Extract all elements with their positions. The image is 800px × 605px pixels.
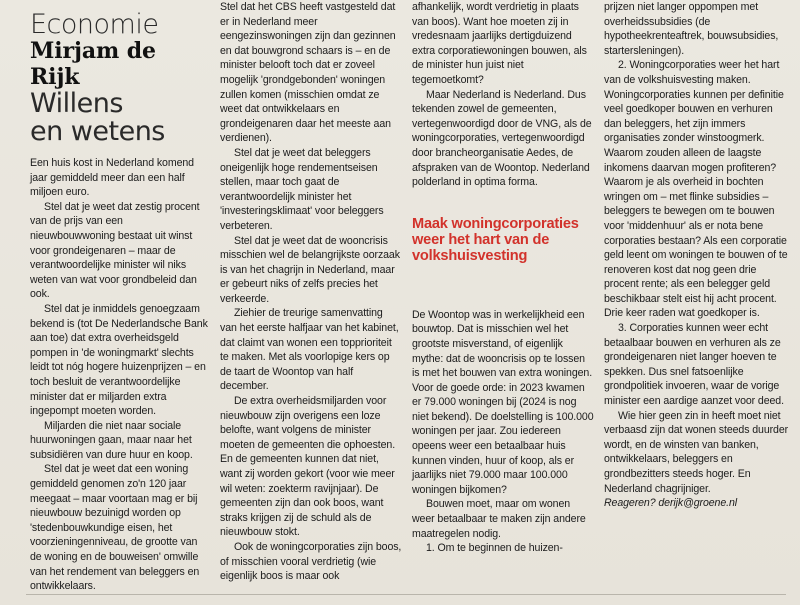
column-1	[30, 0, 210, 593]
paragraph: Stel dat je inmiddels genoegzaam bekend is (tot De Nederlandsche Bank aan toe) dat extra overheidsgeld pompen in 'de woningmarkt' slechts leidt tot nóg hogere huizenprijzen – en toch besluit de verantwoordelijke minister dat er miljarden extra ingepompt moeten worden.	[30, 302, 208, 418]
paragraph: Wie hier geen zin in heeft moet niet verbaasd zijn dat wonen steeds duurder wordt, en de winsten van banken, ontwikkelaars, beleggers en grondbezitters steeds hoger. En Nederland chagrijniger.	[604, 409, 789, 495]
column-4	[604, 0, 790, 575]
paragraph: Maar Nederland is Nederland. Dus tekenden zowel de gemeenten, vertegenwoordigd door de VNG, als de woningcorporaties, vertegenwoordigd door brancheorganisatie Aedes, de afspraken van de Woontop. Nederland polderland in optima forma.	[412, 88, 592, 189]
paragraph: 3. Corporaties kunnen weer echt betaalbaar bouwen en verhuren als ze grondeigenaren niet langer hoeven te spekken. Dus snel fatsoenlijke grondpolitiek invoeren, waar de vorige minister een aardige aanzet voor deed.	[604, 322, 784, 408]
paragraph: Een huis kost in Nederland komend jaar gemiddeld meer dan een half miljoen euro.	[30, 157, 194, 199]
paragraph: Ziehier de treurige samenvatting van het eerste halfjaar van het kabinet, dat claimt van wonen een topprioriteit te maken. Met als voorlopige kers op de taart de Woontop van half december.	[220, 307, 399, 393]
column-2	[220, 0, 402, 583]
paragraph: Stel dat je weet dat de wooncrisis misschien wel de belangrijkste oorzaak is van het chagrijn in Nederland, maar er gebeurt niks of zelfs precies het verkeerde.	[220, 234, 400, 305]
paragraph: Ook de woningcorporaties zijn boos, of misschien vooral verdrietig (wie eigenlijk boos is maar ook	[220, 540, 402, 583]
column-3	[412, 0, 594, 575]
paragraph: De Woontop was in werkelijkheid een bouwtop. Dat is misschien wel het grootste misverstand, of eigenlijk mythe: dat de wooncrisis op te lossen is met het bouwen van extra woningen. Voor de goede orde: in 2023 kwamen er 79.000 woningen bij (2024 is nog niet bekend). De doelstelling is 100.000 woningen per jaar. Zou iedereen opeens weer een betaalbaar huis kunnen vinden, huur of koop, als er jaarlijks niet 79.000 maar 100.000 woningen bijkomen?	[412, 308, 594, 496]
article-title-line-1: Willens	[30, 88, 123, 119]
paragraph: 1. Om te beginnen de huizen-	[426, 542, 563, 555]
section-rubric: Economie	[30, 9, 159, 40]
footer-rule	[26, 594, 786, 595]
paragraph: Stel dat je weet dat een woning gemiddeld genomen zo'n 120 jaar meegaat – maar voortaan mag er bij nieuwbouw bezuinigd worden op 'stedenbouwkundige eisen, het voorzieningenniveau, de grootte van de woning en de bouweisen' omwille van het rendement van beleggers en ontwikkelaars.	[30, 463, 200, 593]
paragraph: De extra overheidsmiljarden voor nieuwbouw zijn overigens een loze belofte, want volgens de minister moeten de gemeenten die ophoesten. En de gemeenten kunnen dat niet, want zij worden gekort (voor wie meer wil weten: zoekterm ravijnjaar). De gemeenten zijn dan ook boos, want straks krijgen zij de schuld als de nieuwbouw stokt.	[220, 395, 396, 539]
paragraph: prijzen niet langer oppompen met overheidssubsidies (de hypotheekrenteaftrek, bouwsubsidies, startersleningen).	[604, 1, 779, 57]
paragraph: Stel dat het CBS heeft vastgesteld dat er in Nederland meer eengezinswoningen zijn dan gezinnen en dat bouwgrond schaars is – en de minister belooft toch dat er zoveel mogelijk 'grondgebonden' woningen zullen komen (misschien omdat ze weet dat ontwikkelaars en grondeigenaren daar het meeste aan verdienen).	[220, 1, 396, 145]
column-header	[30, 9, 210, 147]
paragraph: Miljarden die niet naar sociale huurwoningen gaan, maar naar het subsidiëren van dure huur en koop.	[30, 419, 193, 461]
article-title-line-2: en wetens	[30, 116, 165, 147]
subheading: Maak woningcorporaties weer het hart van de volkshuisvesting	[412, 215, 579, 264]
paragraph: Stel dat je weet dat beleggers oneigenlijk hoge rendementseisen stellen, maar toch gaat de verantwoordelijk minister het 'investeringsklimaat' voor beleggers verbeteren.	[220, 146, 384, 232]
paragraph: Bouwen moet, maar om wonen weer betaalbaar te maken zijn andere maatregelen nodig.	[412, 498, 586, 540]
paragraph: afhankelijk, wordt verdrietig in plaats van boos). Want hoe moeten zij in vredesnaam jaarlijks dertigduizend extra corporatiewoningen bouwen, als de minister hun juist niet tegemoetkomt?	[412, 1, 587, 86]
author-name: Mirjam de Rijk	[30, 38, 156, 90]
paragraph: Stel dat je weet dat zestig procent van de prijs van een nieuwbouwwoning bestaat uit winst voor grondeigenaren – maar de verantwoordelijke minister wil niks weten van wat voor grondbeleid dan ook.	[30, 200, 200, 301]
contact-signoff: Reageren? derijk@groene.nl	[604, 497, 738, 510]
paragraph: 2. Woningcorporaties weer het hart van de volkshuisvesting maken. Woningcorporaties kunnen per definitie veel goedkoper bouwen en verhuren dan beleggers, het zijn immers organisaties zonder winstoogmerk. Waarom zouden alleen de laagste inkomens daarvan mogen profiteren? Waarom je als overheid in bochten wringen om – met flinke subsidies – beleggers te bewegen om te bouwen voor 'middenhuur' als er nota bene corporaties bestaan? Als een corporatie geld leent om woningen te bouwen of te renoveren kost dat nog geen drie procent rente; als een belegger geld beschikbaar stelt eist hij acht procent. Drie keer raden wat goedkoper is.	[604, 59, 788, 320]
